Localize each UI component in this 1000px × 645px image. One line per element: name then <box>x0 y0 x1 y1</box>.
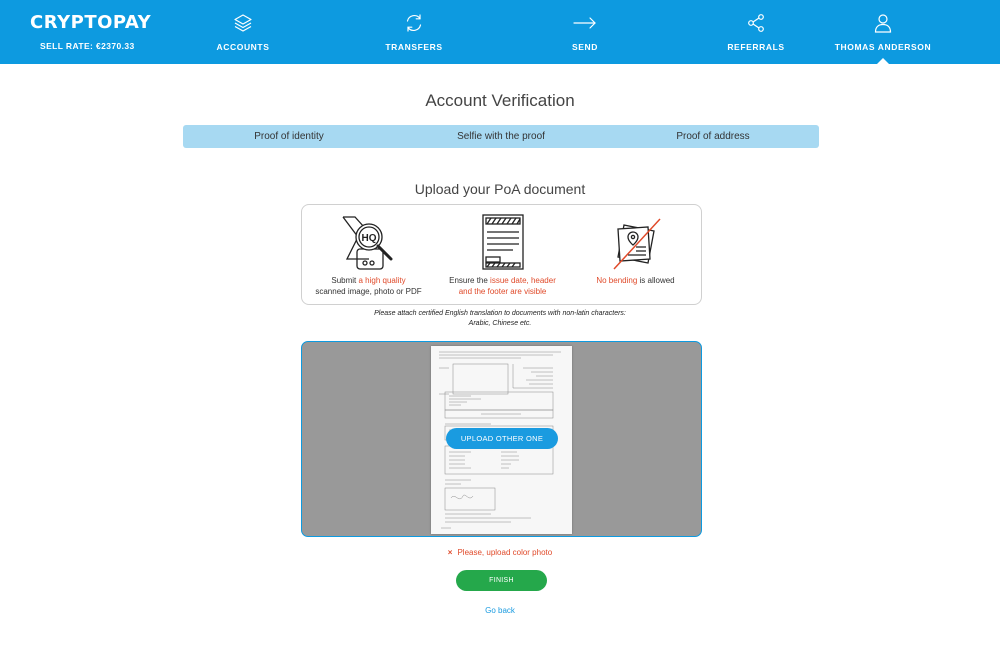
tip-visible-parts-text <box>436 275 569 297</box>
finish-button[interactable]: FINISH <box>456 570 547 591</box>
tip-no-bending <box>569 213 702 286</box>
go-back-text[interactable]: Go back <box>485 606 515 615</box>
tip-1-highlight: a high quality <box>358 276 406 285</box>
tip-2-text-pre: Ensure the <box>449 276 491 285</box>
svg-text:HQ: HQ <box>361 233 376 244</box>
upload-error-message <box>0 548 1000 557</box>
note-line-1: Please attach certified English translation to documents with non-latin characters: <box>374 310 626 317</box>
document-lines-icon <box>473 213 533 273</box>
nav-send[interactable] <box>515 12 655 52</box>
tip-2-highlight-2: and the footer are visible <box>458 287 547 296</box>
nav-transfers-label: TRANSFERS <box>385 42 443 52</box>
cryptopay-logo[interactable]: CRYPTOPAY <box>30 12 152 33</box>
tip-2-highlight: issue date, header <box>490 276 556 285</box>
tip-1-text-post: scanned image, photo or PDF <box>315 287 422 296</box>
tip-no-bending-text <box>569 275 702 286</box>
sell-rate: SELL RATE: €2370.33 <box>40 41 135 51</box>
error-close-icon: × <box>447 548 453 557</box>
hq-magnifier-icon <box>333 213 405 273</box>
error-text: Please, upload color photo <box>457 548 553 557</box>
tip-3-highlight: No bending <box>596 276 638 285</box>
translation-note <box>0 309 1000 329</box>
go-back-link <box>0 606 1000 615</box>
active-nav-caret <box>877 58 889 64</box>
user-icon <box>872 12 894 34</box>
upload-subtitle: Upload your PoA document <box>414 181 586 197</box>
share-icon <box>745 12 767 34</box>
refresh-icon <box>403 12 425 34</box>
nav-accounts[interactable] <box>173 12 313 52</box>
tip-high-quality <box>302 213 435 297</box>
arrow-right-icon <box>572 12 598 34</box>
no-bending-icon <box>606 213 666 273</box>
nav-send-label: SEND <box>571 42 599 52</box>
upload-dropzone[interactable] <box>301 341 702 537</box>
brand-block <box>30 12 151 51</box>
page-title: Account Verification <box>425 91 575 110</box>
step-selfie-with-proof[interactable]: Selfie with the proof <box>457 131 545 142</box>
nav-user-name: THOMAS ANDERSON <box>834 42 932 52</box>
step-proof-of-identity[interactable]: Proof of identity <box>254 131 324 142</box>
layers-icon <box>232 12 254 34</box>
upload-tips-box <box>301 204 702 305</box>
nav-referrals-label: REFERRALS <box>727 42 785 52</box>
tip-visible-parts <box>436 213 569 297</box>
step-proof-of-address[interactable]: Proof of address <box>676 131 750 142</box>
nav-user-profile[interactable] <box>813 12 953 52</box>
upload-other-button[interactable]: UPLOAD OTHER ONE <box>446 428 558 449</box>
nav-referrals[interactable] <box>686 12 826 52</box>
nav-accounts-label: ACCOUNTS <box>216 42 270 52</box>
top-navbar <box>0 0 1000 64</box>
tip-high-quality-text <box>302 275 435 297</box>
note-line-2: Arabic, Chinese etc. <box>468 320 532 327</box>
tip-3-text-post: is allowed <box>637 276 675 285</box>
tip-1-text-pre: Submit <box>331 276 359 285</box>
nav-transfers[interactable] <box>344 12 484 52</box>
verification-steps <box>183 125 819 148</box>
